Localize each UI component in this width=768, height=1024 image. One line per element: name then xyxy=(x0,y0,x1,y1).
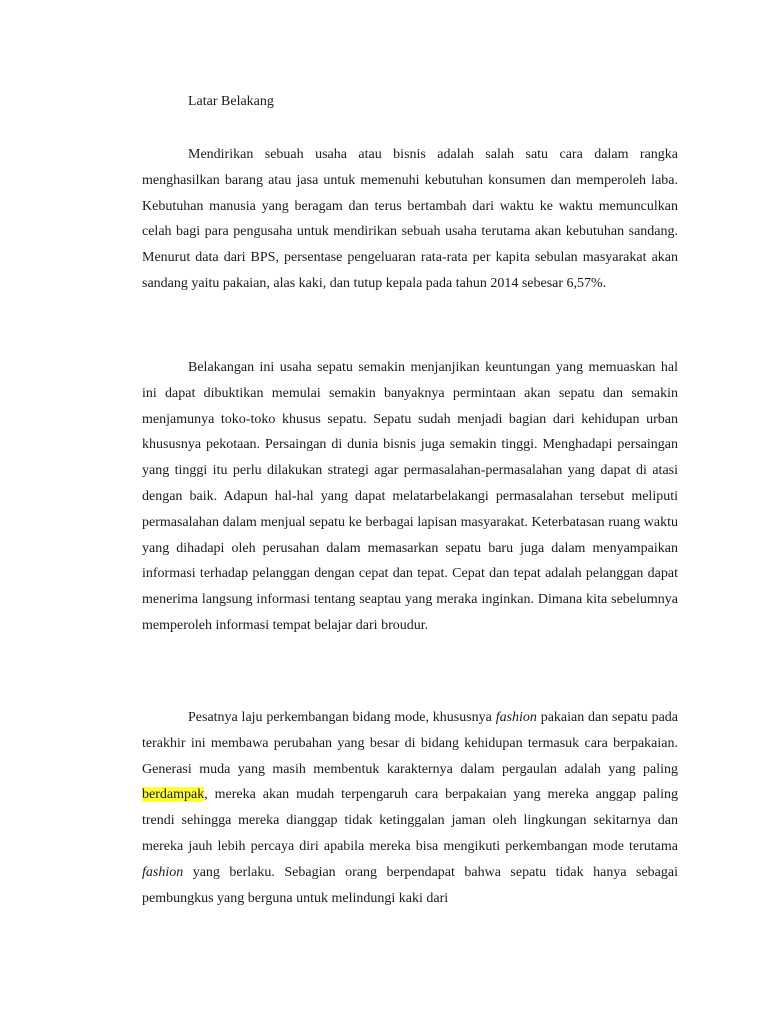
italic-term-fashion-2: fashion xyxy=(142,864,184,880)
highlighted-word: berdampak xyxy=(142,787,205,803)
paragraph-3-text-4: yang berlaku. Sebagian orang berpendapat bahwa sepatu tidak hanya sebagai pembungkus yang berguna untuk melindungi kaki dari xyxy=(142,864,678,906)
paragraph-3 xyxy=(142,705,678,911)
paragraph-3-text-2: pakaian dan sepatu pada terakhir ini membawa perubahan yang besar di bidang kehidupan termasuk cara berpakaian. Generasi muda yang masih membentuk karakternya dalam pergaulan adalah yang paling xyxy=(142,710,678,777)
paragraph-3-text-3: , mereka akan mudah terpengaruh cara berpakaian yang mereka anggap paling trendi sehingga mereka dianggap tidak ketinggalan jaman oleh lingkungan sekitarnya dan mereka jauh lebih percaya diri apabila mereka bisa mengikuti perkembangan mode terutama xyxy=(142,787,678,854)
paragraph-2: Belakangan ini usaha sepatu semakin menjanjikan keuntungan yang memuaskan hal ini dapat dibuktikan memulai semakin banyaknya permintaan akan sepatu dan semakin menjamunya toko-toko khusus sepatu. Sepatu sudah menjadi bagian dari kehidupan urban khususnya pekotaan. Persaingan di dunia bisnis juga semakin tinggi. Menghadapi persaingan yang tinggi itu perlu dilakukan strategi agar permasalahan-permasalahan yang dapat di atasi dengan baik. Adapun hal-hal yang dapat melatarbelakangi permasalahan tersebut meliputi permasalahan dalam menjual sepatu ke berbagai lapisan masyarakat. Keterbatasan ruang waktu yang dihadapi oleh perusahan dalam memasarkan sepatu baru juga dalam menyampaikan informasi terhadap pelanggan dengan cepat dan tepat. Cepat dan tepat adalah pelanggan dapat menerima langsung informasi tentang seaptau yang meraka inginkan. Dimana kita sebelumnya memperoleh informasi tempat belajar dari broudur. xyxy=(142,360,678,633)
paragraph-1: Mendirikan sebuah usaha atau bisnis adalah salah satu cara dalam rangka menghasilkan barang atau jasa untuk memenuhi kebutuhan konsumen dan memperoleh laba. Kebutuhan manusia yang beragam dan terus bertambah dari waktu ke waktu memunculkan celah bagi para pengusaha untuk mendirikan sebuah usaha terutama akan kebutuhan sandang. Menurut data dari BPS, persentase pengeluaran rata-rata per kapita sebulan masyarakat akan sandang yaitu pakaian, alas kaki, dan tutup kepala pada tahun 2014 sebesar 6,57%. xyxy=(142,147,678,291)
paragraph-3-text-1: Pesatnya laju perkembangan bidang mode, khususnya xyxy=(188,710,496,725)
italic-term-fashion: fashion xyxy=(495,710,537,725)
section-heading: Latar Belakang xyxy=(188,94,274,109)
